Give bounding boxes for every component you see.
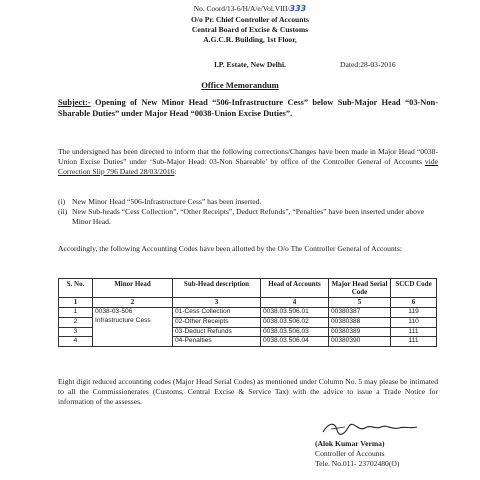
column-index: 2	[93, 298, 173, 308]
cell-sub-head: 04-Penalties	[173, 337, 261, 347]
address-line: I.P. Estate, New Delhi.	[213, 60, 287, 69]
column-index: 3	[173, 298, 261, 308]
column-header-sccd-code: SCCD Code	[391, 279, 437, 298]
memo-date: Dated:28-03-2016	[340, 60, 396, 69]
signatory-block	[315, 439, 399, 469]
cell-s-no: 1	[59, 308, 93, 318]
cell-serial-code: 00380388	[329, 318, 391, 328]
cell-serial-code: 00380389	[329, 327, 391, 337]
list-item-text: New Minor Head “506-Infrastructure Cess” has been inserted.	[72, 197, 262, 206]
cell-serial-code: 00380390	[329, 337, 391, 347]
building-name: A.G.C.R. Building, 1st Floor,	[203, 34, 297, 44]
column-header-major-head-serial-code: Major Head Serial Code	[329, 279, 391, 298]
intro-end: :	[174, 167, 177, 177]
column-index: 6	[391, 298, 437, 308]
cell-head-of-accounts: 0038.03.506.02	[261, 318, 329, 328]
cell-sub-head: 03-Deduct Refunds	[173, 327, 261, 337]
table-row	[59, 308, 437, 318]
intro-paragraph	[58, 147, 438, 177]
column-header-head-of-accounts: Head of Accounts	[261, 279, 329, 298]
cell-sccd-code: 110	[391, 318, 437, 328]
cell-sub-head: 02-Other Receipts	[173, 318, 261, 328]
table-header-row	[59, 279, 437, 298]
correction-slip-reference: vide Correction Slip 796 Dated 28/03/2016	[58, 157, 438, 177]
list-item-number: (i)	[58, 197, 66, 206]
accounting-codes-intro: Accordingly, the following Accounting Codes have been allotted by the O/o The Controller General of Accounts:	[58, 244, 402, 253]
cell-s-no: 3	[59, 327, 93, 337]
handwritten-signature	[315, 418, 425, 438]
cell-sccd-code: 119	[391, 308, 437, 318]
cell-s-no: 4	[59, 337, 93, 347]
cell-sccd-code: 111	[391, 327, 437, 337]
signatory-telephone: Tele. No.011- 23702480(O)	[315, 459, 400, 469]
list-item	[58, 207, 438, 227]
cell-head-of-accounts: 0038.03.506.04	[261, 337, 329, 347]
cell-minor-head: 0038-03-506 Infrastructure Cess	[93, 308, 173, 347]
cell-head-of-accounts: 0038.03.506.03	[261, 327, 329, 337]
subject-line	[58, 98, 438, 120]
memo-title: Office Memorandum	[201, 80, 279, 90]
changes-list	[58, 197, 438, 227]
column-index: 4	[261, 298, 329, 308]
column-header-sub-head: Sub-Head description	[173, 279, 261, 298]
reference-prefix: No. Coord/13-6/H/A/e/Vol.VIII/	[193, 4, 290, 13]
subject-text: Opening of New Minor Head “506-Infrastructure Cess” below Sub-Major Head “03-Non-Sharable Duties” under Major Head “0038-Union Excise Duties”.	[58, 98, 438, 118]
column-index: 1	[59, 298, 93, 308]
column-header-s-no: S. No.	[59, 279, 93, 298]
reference-number	[175, 4, 325, 15]
cell-sub-head: 01-Cess Collection	[173, 308, 261, 318]
office-name: O/o Pr. Chief Controller of Accounts	[191, 14, 309, 24]
letterhead	[175, 4, 325, 45]
intro-text: The undersigned has been directed to inform that the following corrections/Changes have been made in Major Head “0038-Union Excise Duties” under ‘Sub-Major Head: 03-Non Shareable’ by office of the Controller General of Accounts	[58, 147, 438, 167]
accounting-codes-table	[58, 278, 437, 347]
signatory-designation: Controller of Accounts	[315, 449, 385, 459]
cell-s-no: 2	[59, 318, 93, 328]
column-header-minor-head: Minor Head	[93, 279, 173, 298]
list-item-text: New Sub-heads “Cess Collection”, “Other Receipts”, Deduct Refunds”, “Penalties” have been inserted under above Minor Head.	[72, 207, 425, 227]
list-item	[58, 197, 438, 207]
signatory-name: (Alok Kumar Verma)	[315, 439, 385, 448]
handwritten-reference-number: 333	[289, 4, 307, 13]
cell-serial-code: 00380387	[329, 308, 391, 318]
board-name: Central Board of Excise & Customs	[191, 24, 309, 34]
column-index-row	[59, 298, 437, 308]
column-index: 5	[329, 298, 391, 308]
cell-sccd-code: 111	[391, 337, 437, 347]
subject-label: Subject:-	[58, 98, 91, 107]
list-item-number: (ii)	[58, 207, 68, 217]
cell-head-of-accounts: 0038.03.506.01	[261, 308, 329, 318]
closing-paragraph: Eight digit reduced accounting codes (Major Head Serial Codes) as mentioned under Column No. 5 may please be intimated to all the Commissionerates (Customs, Central Excise & Service Tax) with the advice to issue a Trade Notice for information of the assesses.	[58, 377, 438, 407]
